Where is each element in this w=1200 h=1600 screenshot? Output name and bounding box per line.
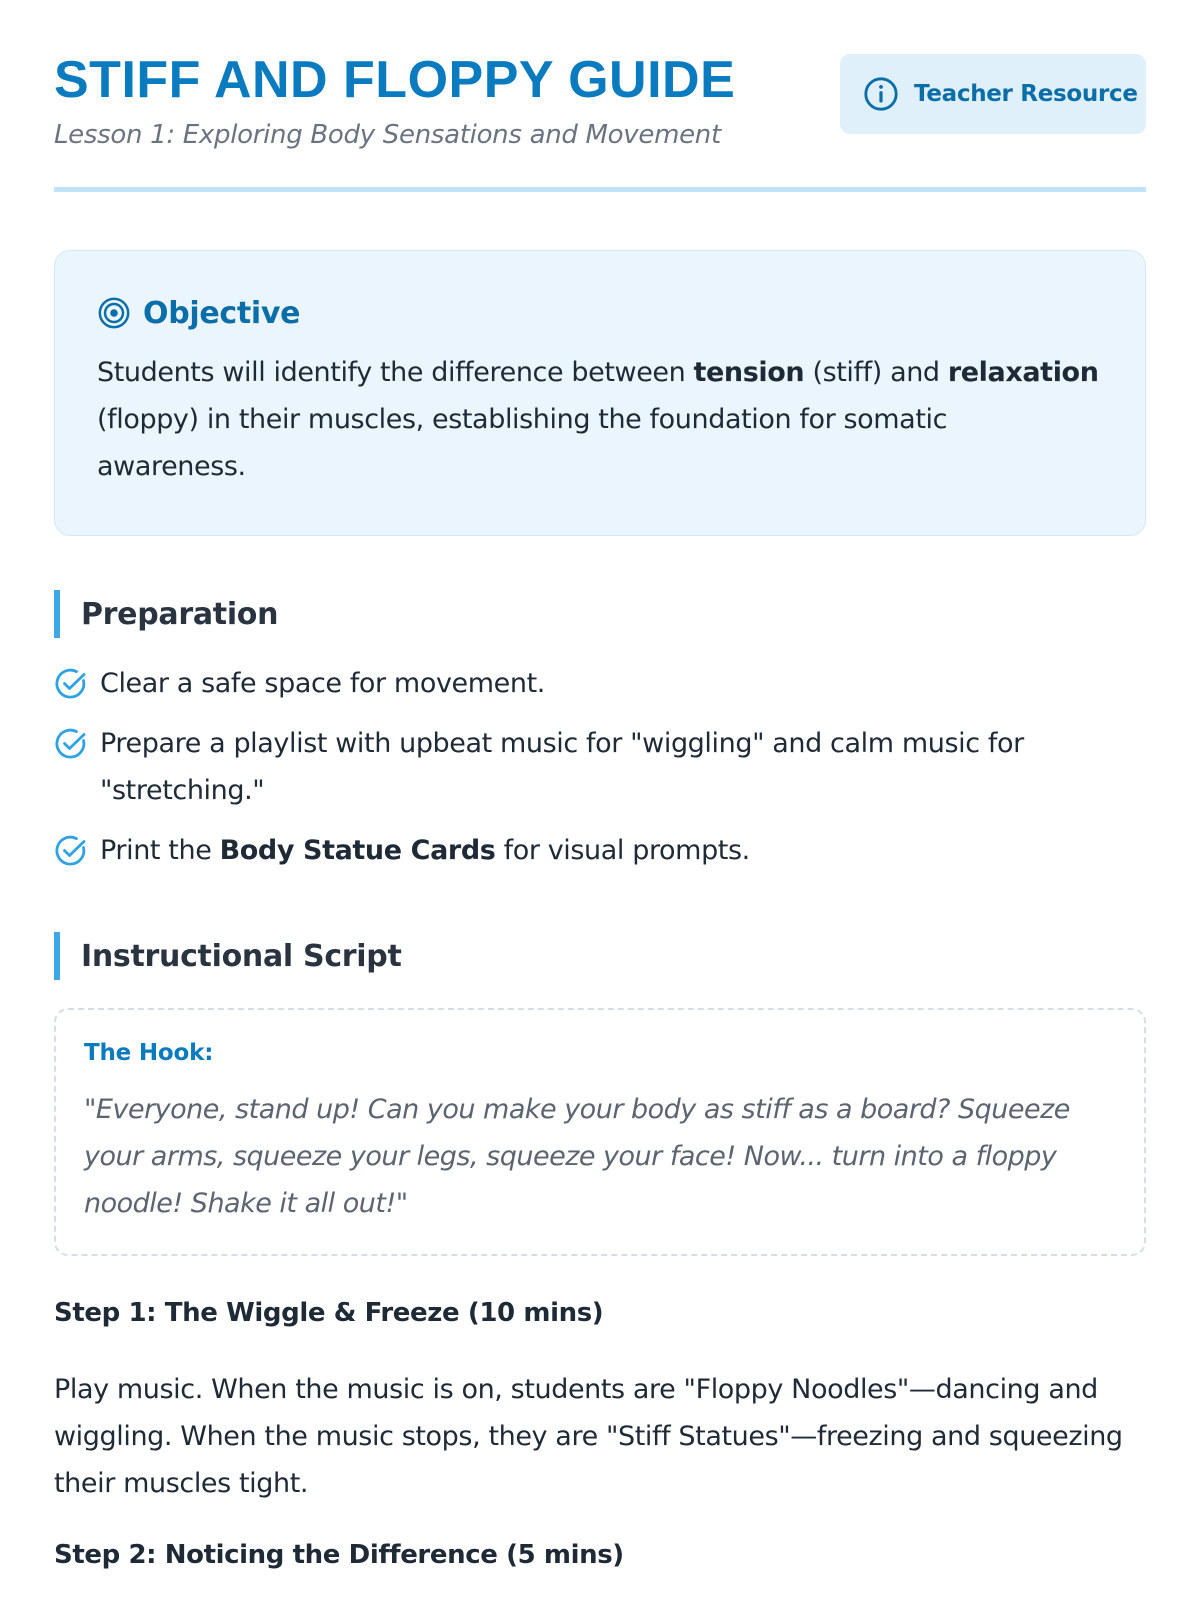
check-circle-icon (54, 727, 88, 761)
body-statue-cards-term: Body Statue Cards (219, 835, 496, 866)
badge-label: Teacher Resource (914, 81, 1138, 107)
preparation-heading: Preparation (54, 590, 278, 638)
tension-term: tension (693, 357, 805, 388)
list-item: Clear a safe space for movement. (54, 660, 1146, 707)
check-circle-icon (54, 834, 88, 868)
instructional-script-heading: Instructional Script (54, 932, 402, 980)
preparation-list (54, 660, 1146, 887)
relaxation-term: relaxation (947, 357, 1099, 388)
lesson-subtitle: Lesson 1: Exploring Body Sensations and Movement (54, 120, 721, 150)
teacher-resource-badge (840, 54, 1146, 134)
step-1-text: Play music. When the music is on, students are "Floppy Noodles"—dancing and wiggling. When the music stops, they are "Stiff Statues"—freezing and squeezing their muscles tight. (54, 1374, 1123, 1499)
info-icon (862, 75, 900, 113)
target-icon (97, 296, 131, 330)
hook-box (54, 1008, 1146, 1256)
step-1-title: Step 1: The Wiggle & Freeze (10 mins) (54, 1298, 604, 1328)
objective-heading (97, 289, 1103, 337)
step-2-title: Step 2: Noticing the Difference (5 mins) (54, 1540, 624, 1570)
page-title: STIFF AND FLOPPY GUIDE (54, 51, 736, 109)
page-header (54, 0, 1146, 192)
objective-text: Students will identify the difference between tension (stiff) and relaxation (floppy) in their muscles, establishing the foundation for somatic awareness. (97, 357, 1099, 482)
list-item: Prepare a playlist with upbeat music for "wiggling" and calm music for "stretching." (54, 720, 1146, 814)
hook-label: The Hook: (84, 1040, 214, 1066)
hook-quote: "Everyone, stand up! Can you make your body as stiff as a board? Squeeze your arms, squeeze your legs, squeeze your face! Now... turn into a floppy noodle! Shake it all out!" (84, 1094, 1070, 1219)
list-item: Print the Body Statue Cards for visual prompts. (54, 827, 1146, 874)
objective-heading-text: Objective (143, 295, 301, 331)
check-circle-icon (54, 667, 88, 701)
objective-panel (54, 250, 1146, 536)
